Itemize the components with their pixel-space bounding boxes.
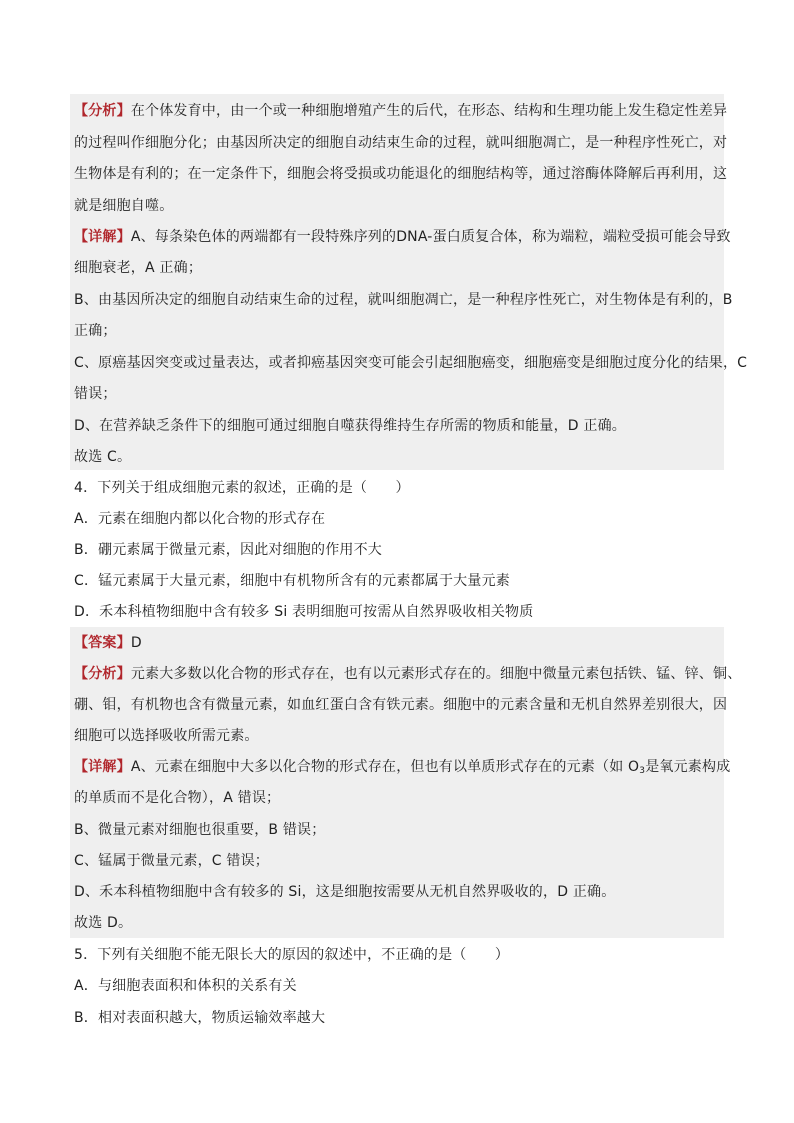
detail-line: C、锰属于微量元素，C 错误； <box>74 853 270 869</box>
detail-line: 故选 C。 <box>74 449 132 465</box>
question-5-stem: 5．下列有关细胞不能无限长大的原因的叙述中，不正确的是（ ） <box>74 947 510 963</box>
detail-line: D、禾本科植物细胞中含有较多的 Si，这是细胞按需要从无机自然界吸收的，D 正确。 <box>74 884 616 900</box>
analysis-tag: 【分析】 <box>74 103 131 119</box>
answer-value: D <box>130 635 142 651</box>
analysis-text: 元素大多数以化合物的形式存在，也有以元素形式存在的。细胞中微量元素包括铁、锰、锌、铜、 <box>130 666 742 682</box>
question-4-option-d: D．禾本科植物细胞中含有较多 Si 表明细胞可按需从自然界吸收相关物质 <box>74 604 534 620</box>
analysis-line: 硼、钼，有机物也含有微量元素，如血红蛋白含有铁元素。细胞中的元素含量和无机自然界差别很大，因 <box>74 697 728 713</box>
detail-line: 正确； <box>74 323 117 339</box>
question-4-option-b: B．硼元素属于微量元素，因此对细胞的作用不大 <box>74 542 383 558</box>
answer-line <box>74 633 734 653</box>
detail-line: C、原癌基因突变或过量表达，或者抑癌基因突变可能会引起细胞癌变，细胞癌变是细胞过度分化的结果，C <box>74 355 748 371</box>
analysis-line <box>74 664 742 684</box>
analysis-line: 就是细胞自噬。 <box>74 198 174 214</box>
question-4-option-c: C．锰元素属于大量元素，细胞中有机物所含有的元素都属于大量元素 <box>74 573 510 589</box>
detail-line: D、在营养缺乏条件下的细胞可通过细胞自噬获得维持生存所需的物质和能量，D 正确。 <box>74 418 627 434</box>
detail-text: 是氧元素构成 <box>645 759 731 775</box>
question-4-stem: 4．下列关于组成细胞元素的叙述，正确的是（ ） <box>74 480 410 496</box>
detail-text: A、每条染色体的两端都有一段特殊序列的DNA-蛋白质复合体，称为端粒，端粒受损可能会导致 <box>130 229 731 245</box>
detail-text: A、元素在细胞中大多以化合物的形式存在，但也有以单质形式存在的元素（如 O <box>130 759 640 775</box>
analysis-line: 生物体是有利的；在一定条件下，细胞会将受损或功能退化的细胞结构等，通过溶酶体降解后再利用，这 <box>74 166 728 182</box>
detail-line: 故选 D。 <box>74 915 133 931</box>
detail-line <box>74 757 734 777</box>
subscript: 3 <box>639 766 646 776</box>
detail-tag: 【详解】 <box>74 229 131 245</box>
analysis-line <box>74 101 734 121</box>
detail-line: B、微量元素对细胞也很重要，B 错误； <box>74 822 326 838</box>
question-5-option-a: A．与细胞表面积和体积的关系有关 <box>74 978 297 994</box>
detail-tag: 【详解】 <box>74 759 131 775</box>
analysis-tag: 【分析】 <box>74 666 131 682</box>
answer-tag: 【答案】 <box>74 635 131 651</box>
analysis-text: 在个体发育中，由一个或一种细胞增殖产生的后代，在形态、结构和生理功能上发生稳定性差异 <box>130 103 728 119</box>
question-4-option-a: A．元素在细胞内都以化合物的形式存在 <box>74 511 326 527</box>
detail-line: B、由基因所决定的细胞自动结束生命的过程，就叫细胞凋亡，是一种程序性死亡，对生物体是有利的，B <box>74 292 733 308</box>
detail-line: 的单质而不是化合物），A 错误； <box>74 790 281 806</box>
detail-line: 错误； <box>74 386 117 402</box>
question-5-option-b: B．相对表面积越大，物质运输效率越大 <box>74 1010 326 1026</box>
analysis-line: 细胞可以选择吸收所需元素。 <box>74 728 259 744</box>
detail-line <box>74 227 734 247</box>
analysis-line: 的过程叫作细胞分化；由基因所决定的细胞自动结束生命的过程，就叫细胞凋亡，是一种程序性死亡，对 <box>74 135 728 151</box>
detail-line: 细胞衰老，A 正确； <box>74 260 203 276</box>
